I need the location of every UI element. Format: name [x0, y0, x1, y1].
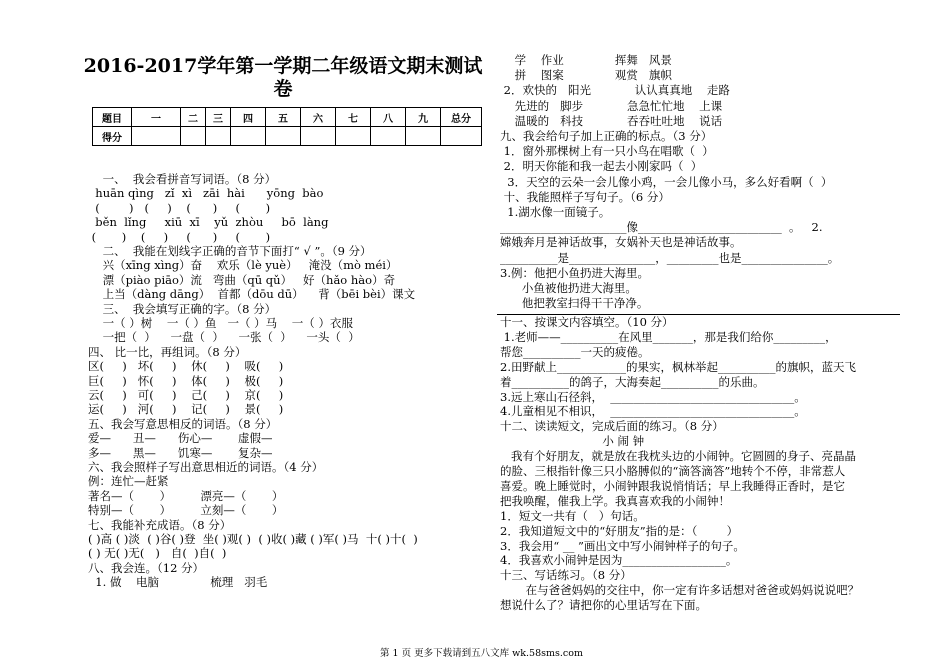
table-cell: 二 [181, 108, 206, 127]
text-line: 二、 我能在划线字正确的音节下面打“ √ ”。（9 分） [88, 244, 372, 258]
text-line: 著名—（ ） 漂亮—（ ） [88, 488, 284, 503]
text-line: 1. 做 电脑 梳理 羽毛 [88, 575, 268, 590]
score-cell [406, 127, 441, 146]
score-cell [441, 127, 482, 146]
table-cell: 题目 [93, 108, 132, 127]
text-line: 2．明天你能和我一起去小刚家吗（ ） [500, 159, 703, 174]
text-line: 一（ ）树 一（ ）鱼 一（ ）马 一（ ）衣服 [88, 316, 353, 330]
score-cell [181, 127, 206, 146]
score-cell [231, 127, 266, 146]
text-line: 上当（dàng dāng） 首都（dōu dū） 背（bēi bèi）课文 [88, 287, 416, 302]
text-line: ( ) ( ) ( ) ( ) [88, 229, 271, 244]
text-line: 云( ) 可( ) 己( ) 京( ) [88, 388, 284, 402]
text-line: 他把教室扫得干干净净。 [500, 296, 649, 311]
text-line: 1．短文一共有（ ）句话。 [500, 508, 645, 523]
text-line: 五、我会写意思相反的词语。（8 分） [88, 416, 278, 431]
text-line: 想说什么了？请把你的心里话写在下面。 [500, 598, 707, 613]
text-line: 七、我能补充成语。（8 分） [88, 517, 232, 532]
text-line: 四、 比一比，再组词。（8 分） [88, 344, 247, 359]
text-line: 着__________的鸽子，大海奏起__________的乐曲。 [500, 374, 765, 389]
text-line: 3.远上寒山石径斜， ________________________________。 [500, 389, 806, 404]
score-cell [266, 127, 301, 146]
text-line: 2.田野献上____________的果实，枫林举起__________的旗帜，蓝天飞 [500, 359, 856, 374]
page-footer: 第 1 页 更多下载请到五八文库 wk.58sms.com [380, 648, 583, 659]
text-line: běn lǐng xiū xī yǔ zhòu bō làng [88, 215, 329, 230]
text-line: 4．我喜欢小闹钟是因为__________________。 [500, 553, 738, 568]
text-line: 小鱼被他扔进大海里。 [500, 281, 637, 295]
score-cell [206, 127, 231, 146]
text-line: 2．我知道短文中的“好朋友”指的是：（ ） [500, 523, 739, 538]
text-line: 3．我会用“ __ ”画出文中写小闹钟样子的句子。 [500, 538, 745, 553]
text-line: 我有个好朋友，就是放在我枕头边的小闹钟。它圆圆的身子、亮晶晶 [500, 449, 856, 464]
table-cell: 得分 [93, 127, 132, 146]
text-line: 的脸、三根指针像三只小胳膊似的“滴答滴答”地转个不停，非常惹人 [500, 464, 846, 478]
text-line: 4.儿童相见不相识， ________________________________。 [500, 404, 806, 419]
text-line: 运( ) 河( ) 记( ) 景( ) [88, 402, 284, 417]
text-line: 漂（piào piāo）流 弯曲（qū qǔ） 好（hǎo hào）奇 [88, 272, 396, 287]
text-line: 2．欢快的 阳光 认认真真地 走路 [500, 83, 730, 98]
text-line: 1.湖水像一面镜子。 [500, 205, 611, 219]
text-line: 在与爸爸妈妈的交往中，你一定有许多话想对爸爸或妈妈说说吧？ [500, 583, 860, 598]
text-line: 兴（xīng xìng）奋 欢乐（lè yuè） 淹没（mò méi） [88, 258, 398, 273]
score-cell [336, 127, 371, 146]
text-line: 十二、读读短文，完成后面的练习。（8 分） [500, 419, 724, 434]
page-title: 2016-2017学年第一学期二年级语文期末测试卷 [83, 55, 483, 100]
text-line: 3．天空的云朵一会儿像小鸡，一会儿像小马，多么好看啊（ ） [500, 174, 833, 189]
score-table [92, 107, 482, 146]
text-line: 三、 我会填写正确的字。（8 分） [88, 301, 277, 316]
text-line: ( ) ( ) ( ) ( ) [88, 200, 271, 215]
table-cell: 七 [336, 108, 371, 127]
text-line: 学 作业 挥舞 风景 [500, 53, 672, 67]
table-cell: 一 [132, 108, 181, 127]
text-line: 六、我会照样子写出意思相近的词语。（4 分） [88, 460, 324, 474]
text-line: ( )高 ( )淡 ( )谷( )登 坐( )观( ) ( )收( )藏 ( )军( )马 十( )十( ) [88, 532, 418, 546]
text-line: 小 闹 钟 [500, 434, 645, 449]
text-line: 特别—（ ） 立刻—（ ） [88, 503, 284, 518]
text-line: 巨( ) 怀( ) 体( ) 极( ) [88, 373, 284, 388]
text-line: 先进的 脚步 急急忙忙地 上课 [500, 98, 723, 113]
text-line: ( ) 无( )无( ) 自( )自( ) [88, 546, 227, 561]
text-line: huān qìng zǐ xì zāi hài yōng bào [88, 186, 324, 201]
table-cell: 九 [406, 108, 441, 127]
text-line: 拼 图案 观赏 旗帜 [500, 68, 672, 83]
score-cell [371, 127, 406, 146]
text-line: 九、我会给句子加上正确的标点。（3 分） [500, 129, 713, 143]
text-line: __________是_______________，_________也是_______________。 [500, 250, 840, 265]
score-cell [301, 127, 336, 146]
text-line: 帮您__________一天的疲倦。 [500, 344, 650, 359]
score-cell [132, 127, 181, 146]
text-line: 把我唤醒，催我上学。我真喜欢我的小闹钟！ [500, 493, 730, 508]
text-line: 爱— 丑— 伤心— 虚假— [88, 431, 273, 446]
table-cell: 四 [231, 108, 266, 127]
score-table-score-row [93, 127, 482, 146]
table-cell: 五 [266, 108, 301, 127]
text-line: 区( ) 坏( ) 休( ) 吸( ) [88, 359, 284, 374]
text-line: 1.老师——__________在风里_______，那是我们给你_________， [500, 329, 837, 344]
table-cell: 八 [371, 108, 406, 127]
table-cell: 总分 [441, 108, 482, 127]
text-line: 八、我会连。（12 分） [88, 560, 205, 575]
text-line: 温暖的 科技 吞吞吐吐地 说话 [500, 113, 723, 128]
text-line: ______________________像_________________________ 。 2. [500, 220, 823, 235]
text-line: 一、 我会看拼音写词语。（8 分） [88, 172, 277, 186]
text-line: 十三、写话练习。（8 分） [500, 568, 632, 583]
text-line: 喜爱。晚上睡觉时，小闹钟跟我说悄悄话；早上我睡得正香时，是它 [500, 478, 845, 493]
table-cell: 六 [301, 108, 336, 127]
text-line: 一把（ ） 一盘（ ） 一张（ ） 一头（ ） [88, 330, 360, 345]
text-line: 十一、按课文内容填空。（10 分） [500, 315, 674, 329]
text-line: 多— 黑— 饥寒— 复杂— [88, 445, 273, 460]
text-line: 3.例：他把小鱼扔进大海里。 [500, 265, 649, 280]
text-line: 嫦娥奔月是神话故事，女娲补天也是神话故事。 [500, 235, 742, 250]
text-line: 十、我能照样子写句子。（6 分） [500, 189, 670, 204]
table-cell: 三 [206, 108, 231, 127]
text-line: 1．窗外那棵树上有一只小鸟在唱歌（ ） [500, 144, 714, 159]
text-line: 例：连忙—赶紧 [88, 474, 169, 489]
score-table-header-row [93, 108, 482, 127]
